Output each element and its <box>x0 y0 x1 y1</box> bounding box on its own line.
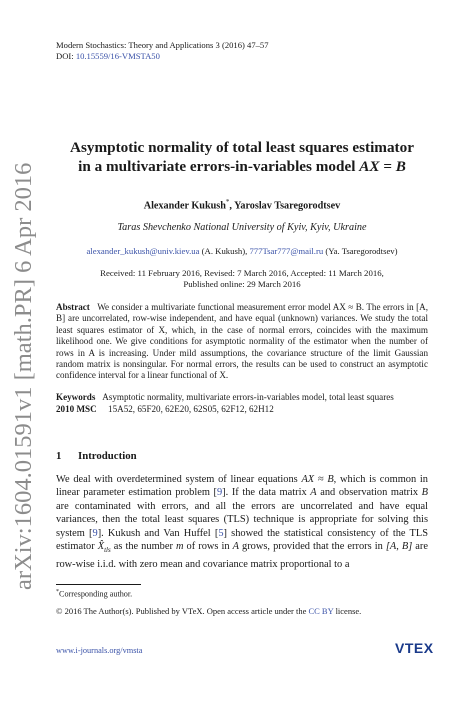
abstract-text: We consider a multivariate functional measurement error model AX ≈ B. The errors in [A, B] are uncorrelated, row-wise independent, and have equal (unknown) variances. We study the total least squares estimator of X, which, in the case of normal errors, coincides with the maximum likelihood one. We give conditions for asymptotic normality of the estimator when the number of rows in A is increasing. Under mild assumptions, the covariance structure of the limit Gaussian random matrix is nonsingular. For normal errors, the results can be used to construct an asymptotic confidence interval for a linear functional of X. <box>56 302 428 381</box>
keywords-line <box>56 392 428 404</box>
copyright-text: © 2016 The Author(s). Published by VTeX. Open access article under the <box>56 606 309 616</box>
math-inline: m <box>175 541 184 553</box>
journal-header <box>56 40 269 62</box>
footnote-mark: * <box>56 589 59 595</box>
authors <box>56 198 428 211</box>
math-inline: A <box>232 541 239 553</box>
section-title: Introduction <box>78 450 137 462</box>
citation-link[interactable]: 9 <box>92 527 98 539</box>
footnote-rule <box>56 584 141 585</box>
intro-text: ]. Kukush and Van Huffel [ <box>97 527 219 539</box>
keywords-text: Asymptotic normality, multivariate errors-in-variables model, total least squares <box>102 392 394 402</box>
intro-text: and observation matrix <box>316 487 422 499</box>
keywords-label: Keywords <box>56 392 96 402</box>
copyright-end: license. <box>333 606 362 616</box>
email-link-2[interactable]: 777Tsar777@mail.ru <box>249 246 324 256</box>
math-inline: X̂ <box>97 541 105 553</box>
intro-text: are contaminated with errors, and all the errors are uncorrelated and have equal variances, then the total least squares (TLS) technique is appropriate for solving this system [ <box>56 500 428 539</box>
math-inline: B <box>421 487 429 499</box>
abstract <box>56 302 428 382</box>
dates-line-1: Received: 11 February 2016, Revised: 7 March 2016, Accepted: 11 March 2016, <box>100 268 384 278</box>
affiliation: Taras Shevchenko National University of Kyiv, Kyiv, Ukraine <box>117 222 367 233</box>
intro-text: grows, provided that the errors in <box>238 541 386 553</box>
math-inline: AX ≈ B <box>301 474 334 485</box>
doi-line <box>56 51 269 62</box>
math-inline: A <box>310 487 317 499</box>
vtex-logo: VTEX <box>395 640 434 656</box>
footnote <box>56 589 132 599</box>
title-line-2-text: in a multivariate errors-in-variables model <box>78 158 360 175</box>
doi-link[interactable]: 10.15559/16-VMSTA50 <box>75 51 160 61</box>
msc-line <box>56 404 428 416</box>
email-name-2: (Ya. Tsaregorodtsev) <box>323 246 398 256</box>
footnote-text: Corresponding author. <box>59 589 133 599</box>
copyright <box>56 606 361 616</box>
dates-line-2: Published online: 29 March 2016 <box>183 279 301 289</box>
citation-link[interactable]: 5 <box>218 527 224 539</box>
section-number: 1 <box>56 450 62 462</box>
intro-text: , which is common in linear parameter estimation problem [ <box>56 474 428 499</box>
intro-text: of rows in <box>183 541 233 553</box>
intro-text: We deal with overdetermined system of linear equations <box>56 474 302 485</box>
keywords-block <box>56 392 428 415</box>
corresponding-mark: * <box>225 198 230 206</box>
section-heading <box>56 450 137 462</box>
email-name-1: (A. Kukush), <box>199 246 250 256</box>
paper-title <box>56 138 428 176</box>
emails <box>56 246 428 256</box>
dates <box>56 268 428 290</box>
math-subscript: tls <box>104 546 111 555</box>
arxiv-stamp: arXiv:1604.01591v1 [math.PR] 6 Apr 2016 <box>10 162 37 590</box>
author-1: Alexander Kukush <box>143 200 226 212</box>
msc-label: 2010 MSC <box>56 403 97 414</box>
intro-text: are row-wise i.i.d. with zero mean and covariance matrix proportional to a <box>56 541 428 570</box>
intro-text: ] showed the statistical consistency of the TLS estimator <box>56 527 428 553</box>
journal-url[interactable]: www.i-journals.org/vmsta <box>56 646 143 655</box>
arxiv-stamp-wrapper <box>2 60 46 590</box>
title-equation: AX = B <box>359 158 406 175</box>
intro-text: as the number <box>110 541 176 553</box>
title-line-2 <box>56 157 428 176</box>
abstract-label: Abstract <box>56 302 90 312</box>
intro-text: ]. If the data matrix <box>222 487 311 499</box>
journal-name: Modern Stochastics: Theory and Applications 3 (2016) 47–57 <box>56 40 269 50</box>
intro-paragraph <box>56 473 428 571</box>
title-line-1: Asymptotic normality of total least squares estimator <box>70 139 414 156</box>
author-2: Yaroslav Tsaregorodtsev <box>234 200 341 212</box>
citation-link[interactable]: 9 <box>216 487 223 499</box>
email-link-1[interactable]: alexander_kukush@univ.kiev.ua <box>86 246 200 256</box>
msc-text: 15A52, 65F20, 62E20, 62S05, 62F12, 62H12 <box>108 403 274 414</box>
doi-prefix: DOI: <box>56 51 76 61</box>
license-link[interactable]: CC BY <box>308 606 334 616</box>
math-inline: [A, B] <box>385 541 413 553</box>
author-separator: , <box>229 200 235 212</box>
